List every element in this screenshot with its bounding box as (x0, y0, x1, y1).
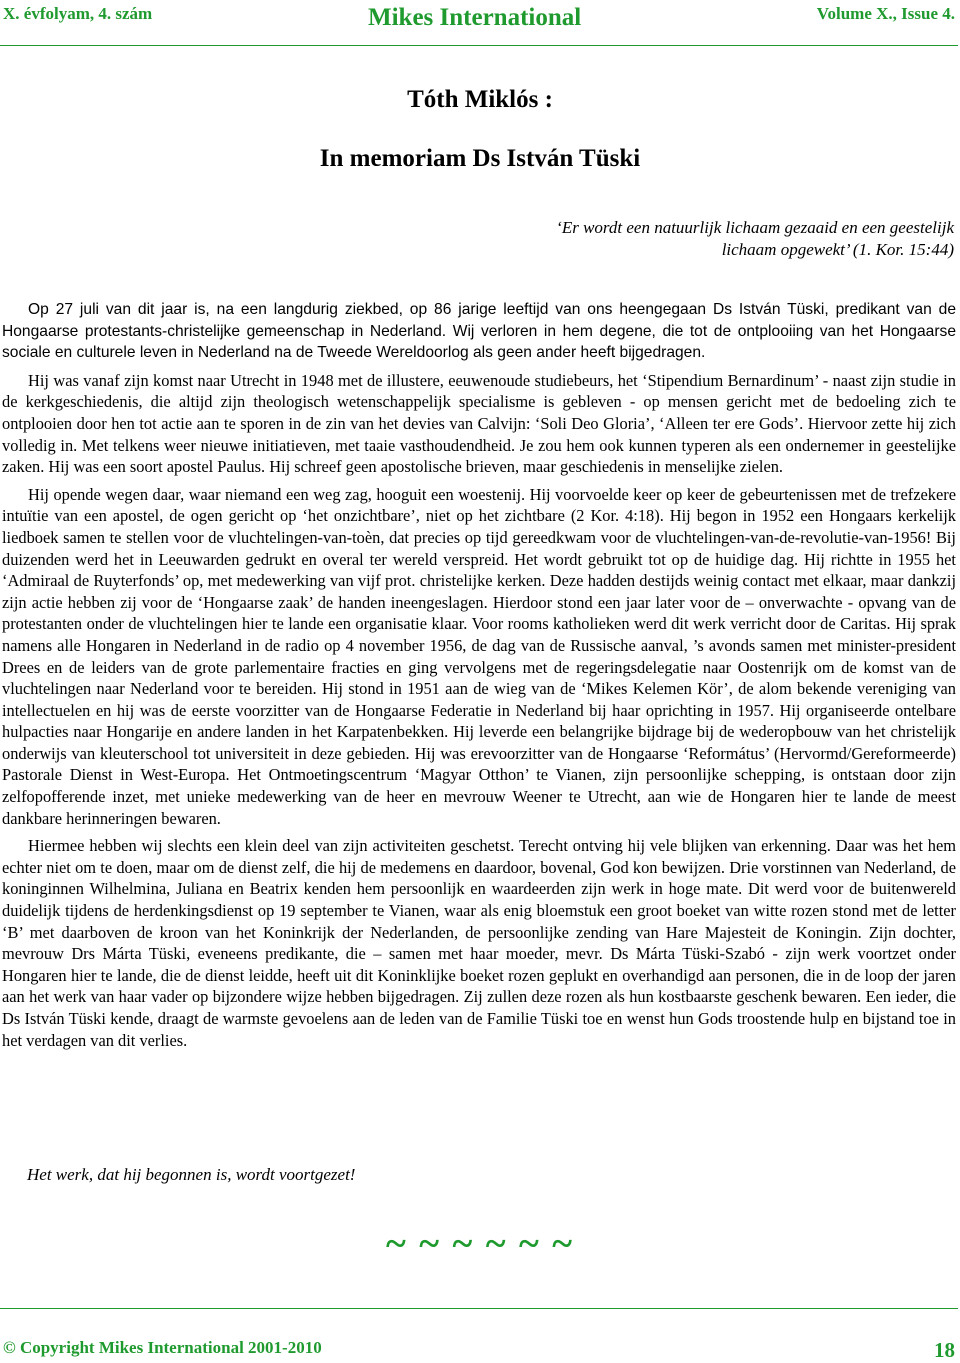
footer-copyright: © Copyright Mikes International 2001-2010 (3, 1338, 322, 1357)
header-volume-en: Volume X., Issue 4. (816, 4, 955, 23)
paragraph: Hij opende wegen daar, waar niemand een weg zag, hooguit een woestenij. Hij voorvoelde keer op keer de gebeurtenissen met de trefzekere intuïtie van een apostel, de ogen gericht op ‘het onzichtbare’, niet op het zichtbare (2 Kor. 4:18). Hij begon in 1952 een Hongaars kerkelijk liedboek samen te stellen voor de vluchtelingen-van-toèn, dat precies op tijd gereedkwam voor de vluchtelingen-van-de-revolutie-van-1956! Bij duizenden werd het in Leeuwarden gedrukt en overal ter wereld verspreid. Het wordt gebruikt tot op de huidige dag. Hij richtte in 1955 het ‘Admiraal de Ruyterfonds’ op, met medewerking van vijf prot. christelijke kerken. Deze hadden destijds weinig contact met elkaar, maar dankzij zijn actie hebben zij voor de ‘Hongaarse zaak’ de handen ineengeslagen. Hierdoor stond een jaar later voor de – onverwachte - opvang van de protestanten onder de vluchtelingen hier te lande een organisatie klaar. Voor rooms katholieken werd dit werk verricht door de Caritas. Hij sprak namens alle Hongaren in Nederland in de radio op 4 november 1956, de dag van de Russische aanval, ’s avonds samen met minister-president Drees en de leiders van de grote parlementaire fracties en ging vervolgens met de regeringsdelegatie naar Oostenrijk om de komst van de vluchtelingen naar Nederland voor te bereiden. Hij stond in 1951 aan de wieg van de ‘Mikes Kelemen Kör’, de alom bekende vereniging van intellectuelen en hij was de eerste voorzitter van de Hongaarse Federatie in Nederland bij haar oprichting in 1957. Hij organiseerde ontelbare hulpacties naar Hongarije en andere landen in het Karpatenbekken. Hij leverde een belangrijke bijdrage bij de wederopbouw van het christelijk onderwijs van kleuterschool tot universiteit in deze gebieden. Hij was erevoorzitter van de Hongaarse ‘Református’ (Hervormd/Gereformeerde) Pastorale Dienst in West-Europa. Het Ontmoetingscentrum ‘Magyar Otthon’ te Vianen, zijn persoonlijke schepping, is ontstaan door zijn zelfopofferende inzet, met unieke medewerking van de heer en mevrouw Weener te Utrecht, aan wie de Hongaren hier te lande de meest dankbare herinneringen bewaren. (2, 484, 956, 828)
paragraph: Hiermee hebben wij slechts een klein deel van zijn activiteiten geschetst. Terecht ontving hij vele blijken van erkenning. Daar was het hem echter niet om te doen, maar om de dienst zelf, die hij de medemens en daardoor, bovenal, God kon bewijzen. Drie vorstinnen van Nederland, de koninginnen Wilhelmina, Juliana en Beatrix kenden hem persoonlijk en waardeerden zijn werk in hoge mate. Dit werd voor de buitenwereld duidelijk tijdens de herdenkingsdienst op 19 september te Vianen, waar als enig bloemstuk een groot boeket van witte rozen stond met de letter ‘B’ met daarboven de kroon van het Koninkrijk der Nederlanden, de persoonlijke zending van Hare Majesteit de Koningin. Zijn dochter, mevrouw Drs Márta Tüski, eveneens predikante, die – samen met haar moeder, mevr. Ds Márta Tüski-Szabó - zijn werk voortzet onder Hongaren hier te lande, die de dienst leidde, heeft uit dit Koninklijke boeket rozen geplukt en overhandigd aan personen, die in de loop der jaren aan het werk van haar vader op bijzondere wijze hebben bijgedragen. Zij zullen deze rozen als hun kostbaarste geschenk bewaren. Een ieder, die Ds István Tüski kende, draagt de warmste gevoelens aan de leden van de Familie Tüski toe en wenst hun Gods troostende hulp en bijstand toe in het verdagen van dit verlies. (2, 836, 956, 1050)
closing-line: Het werk, dat hij begonnen is, wordt voortgezet! (27, 1165, 356, 1184)
header-publication-title: Mikes International (368, 4, 582, 31)
paragraph: Hij was vanaf zijn komst naar Utrecht in 1948 met de illustere, eeuwenoude studiebeurs, het ‘Stipendium Bernardinum’ - naast zijn studie in de kerkgeschiedenis, die altijd zijn theologisch wetenschappelijk specialisme is gebleven - op mensen gericht met de bedoeling zich te ontplooien door hen tot actie aan te sporen in de zin van het devies van Calvijn: ‘Soli Deo Gloria’, ‘Alleen ter ere Gods’. Hiervoor zette hij zich volledig in. Met telkens weer nieuwe initiatieven, met taaie vasthoudendheid. Je zou hem ook kunnen typeren als een ondernemer in geestelijke zaken. Hij was een soort apostel Paulus. Hij schreef geen apostolische brieven, maar geschiedenis in menselijke zielen. (2, 370, 956, 477)
footer-rule (0, 1308, 958, 1309)
ornament-divider: ~ ~ ~ ~ ~ ~ (385, 1223, 575, 1265)
article-body (2, 299, 956, 1057)
header-volume-hu: X. évfolyam, 4. szám (3, 4, 153, 23)
header-rule (0, 45, 958, 46)
page-number: 18 (934, 1338, 955, 1362)
article-title: In memoriam Ds István Tüski (319, 145, 641, 172)
article-author: Tóth Miklós : (407, 86, 553, 113)
page-header (0, 0, 960, 40)
paragraph: Op 27 juli van dit jaar is, na een langdurig ziekbed, op 86 jarige leeftijd van ons heengegaan Ds István Tüski, predikant van de Hongaarse protestants-christelijke gemeenschap in Nederland. Wij verloren in hem degene, die tot de ontplooiing van het Hongaarse sociale en culturele leven in Nederland na de Tweede Wereldoorlog als geen ander heeft bijgedragen. (2, 301, 956, 362)
article-motto: ‘Er wordt een natuurlijk lichaam gezaaid en een geestelijk lichaam opgewekt’ (1. Kor. 15:44) (556, 218, 954, 259)
